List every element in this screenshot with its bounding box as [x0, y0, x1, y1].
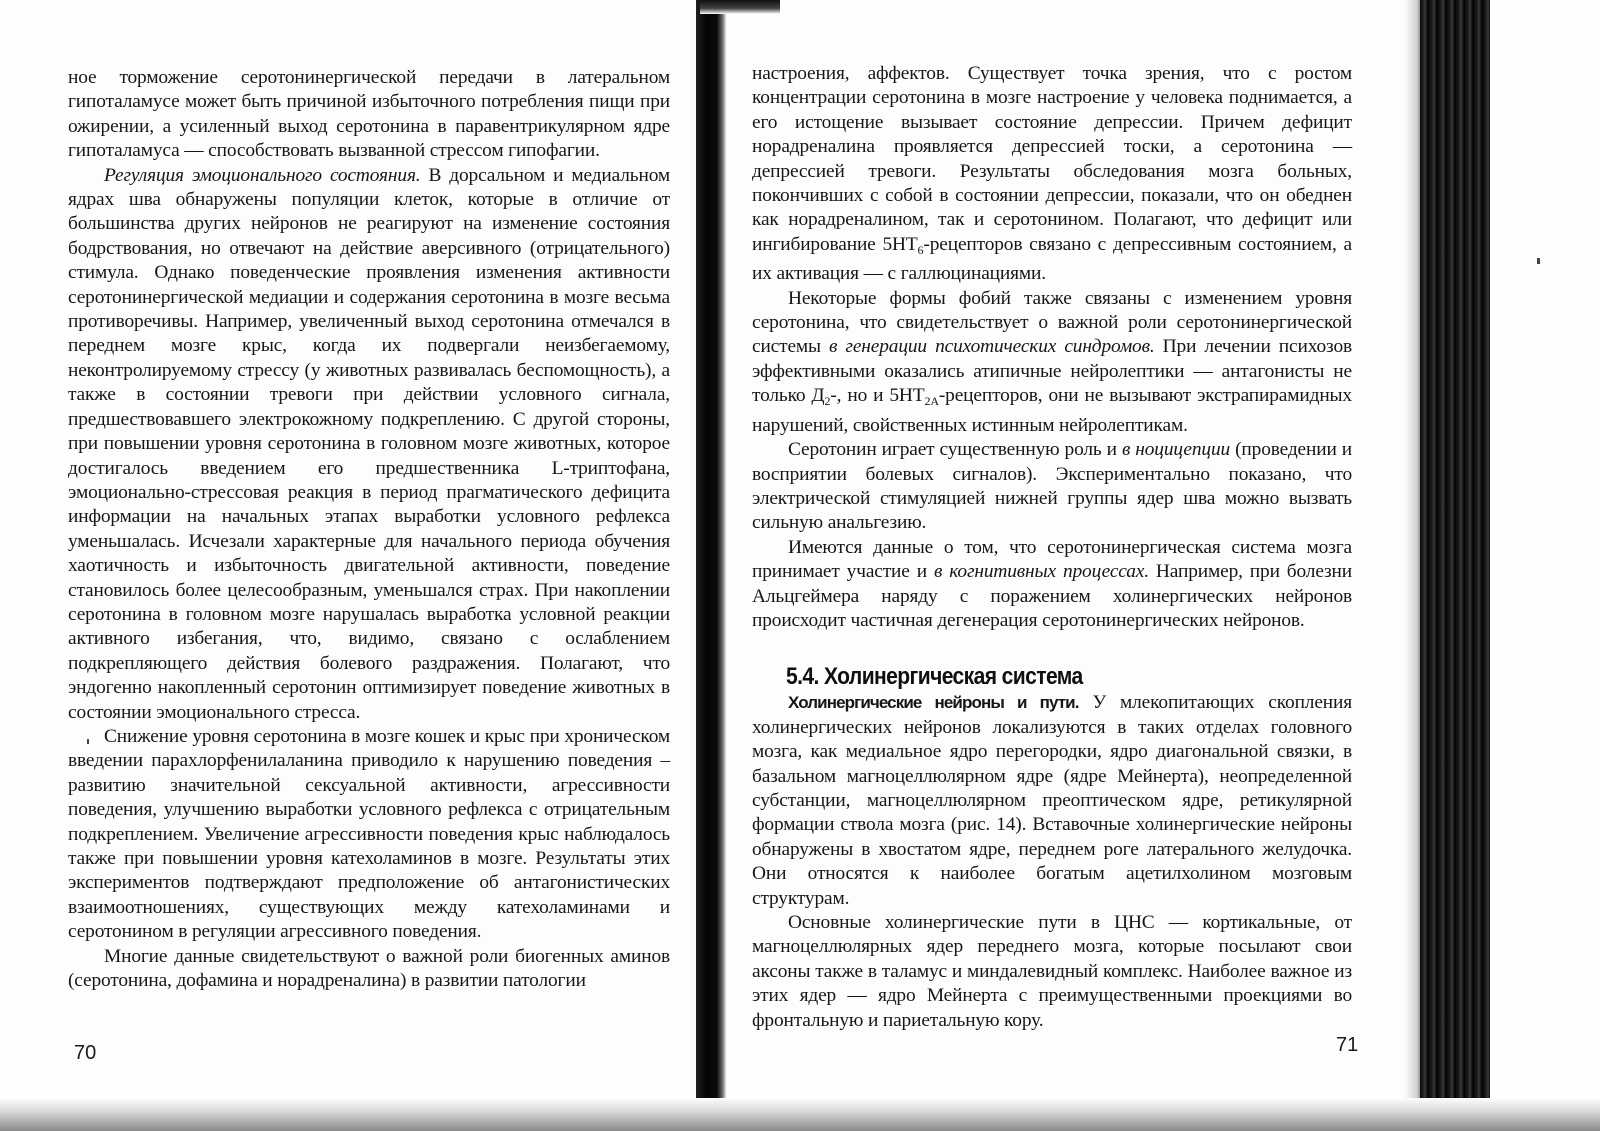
right-paragraph-1-text-b: -рецепторов связано с депрессивным состоянием, а их активация — с галлюцинациями. [752, 233, 1352, 285]
right-paragraph-2-text-d: -рецепторов, они не вызывают экстрапирамидных нарушений, свойственных истинным нейролептикам. [752, 385, 1352, 436]
right-page-number: 71 [1336, 1034, 1359, 1056]
right-paragraph-3-italic: в ноцицепции [1121, 439, 1231, 461]
left-paragraph-3: Снижение уровня серотонина в мозге кошек и крыс при хроническом введении парахлорфенилаланина приводило к нарушению поведения – развитию значительной сексуальной активности, агрессивности поведения, улучшению выработки условного рефлекса с отрицательным подкреплением. Увеличение агрессивности поведения крыс наблюдалось также при повышении уровня катехоламинов в мозге. Результаты этих экспериментов подтверждают предположение об антагонистических взаимоотношениях, существующих между катехоламинами и серотонином в регуляции агрессивного поведения. [68, 725, 670, 943]
right-paragraph-5-text: У млекопитающих скопления холинергических нейронов локализуются в таких отделах головного мозга, как медиальное ядро перегородки, ядро диагональной связки, в базальном магноцеллюлярном ядре (ядре Мейнерта), неопределенной субстанции, магноцеллюлярном преоптическом ядре, ретикулярной формации ствола мозга (рис. 14). Вставочные холинергические нейроны обнаружены в хвостатом ядре, переднем роге латерального желудочка. Они относятся к наиболее богатым ацетилхолином мозговым структурам. [752, 692, 1352, 909]
right-paragraph-2-text-c: -, но и 5HT [830, 385, 925, 407]
gutter-shadow-top [700, 0, 780, 14]
right-paragraph-4-text-a: Имеются данные о том, что серотонинергическая система мозга принимает участие и [752, 536, 1352, 583]
left-paragraph-2-text: В дорсальном и медиальном ядрах шва обнаружены популяции клеток, которые в отличие от большинства других нейронов не реагируют на изменение состояния бодрствования, но отвечают на действие аверсивного (отрицательного) стимула. Однако поведенческие проявления изменения активности серотонинергической медиации и содержания серотонина в мозге весьма противоречивы. Например, увеличенный выход серотонина отмечался в переднем мозге крыс, когда их подвергали неизбегаемому, неконтролируемому стрессу (у животных развивалась беспомощность), а также в состоянии тревоги при действии условного сигнала, предшествовавшего электрокожному подкреплению. С другой стороны, при повышении уровня серотонина в головном мозге животных, которое достигалось введением его предшественника L-триптофана, эмоционально-стрессовая реакция в период прагматического дефицита информации на начальных этапах выработки условного рефлекса уменьшалась. Исчезали характерные для начального периода обучения хаотичность и избыточность двигательной активности, поведение становилось более целесообразным, уменьшался страх. При накоплении серотонина в головном мозге нарушалась выработка условной реакции активного избегания, что, видимо, связано с ослаблением подкрепляющего действия болевого раздражения. Полагают, что эндогенно накопленный серотонин оптимизирует поведение животных в состоянии эмоционального стресса. [68, 164, 670, 723]
right-paragraph-3-text-b: (проведении и восприятии болевых сигналов). Экспериментально показано, что электрической стимуляцией нижней группы ядер шва можно вызвать сильную анальгезию. [752, 439, 1352, 534]
right-paragraph-2-italic: в генерации психотических синдромов. [829, 336, 1155, 358]
right-paragraph-4 [752, 536, 1352, 634]
right-paragraph-4-text-b: Например, при болезни Альцгеймера наряду с поражением холинергических нейронов происходит частичная дегенерация серотонинергических нейронов. [752, 561, 1352, 631]
page-stack-edge [1420, 0, 1490, 1131]
book-gutter [696, 0, 726, 1131]
right-paragraph-2-text-b: При лечении психозов эффективными оказались атипичные нейролептики — антагонисты не только Д [752, 336, 1352, 407]
left-paragraph-1: ное торможение серотонинергической передачи в латеральном гипоталамусе может быть причиной избыточного потребления пищи при ожирении, а усиленный выход серотонина в паравентрикулярном ядре гипоталамуса — способствовать вызванной стрессом гипофагии. [68, 67, 670, 162]
left-page [68, 66, 670, 993]
bottom-edge-shadow [0, 1098, 1600, 1131]
right-paragraph-4-italic: в когнитивных процессах. [933, 561, 1149, 583]
left-paragraph-2-lead: Регуляция эмоционального состояния. [104, 164, 421, 186]
scan-speck [1537, 258, 1540, 264]
right-paragraph-2-text-a: Некоторые формы фобий также связаны с изменением уровня серотонина, что свидетельствует о важной роли серотонинергической системы [752, 287, 1352, 358]
right-paragraph-5-runin-head: Холинергические нейроны и пути. [788, 693, 1079, 713]
right-paragraph-2 [752, 287, 1352, 438]
scan-speck [87, 739, 89, 744]
right-paragraph-3-text-a: Серотонин играет существенную роль и [788, 439, 1122, 461]
right-page [752, 62, 1352, 1033]
right-paragraph-1 [752, 62, 1352, 287]
right-paragraph-6: Основные холинергические пути в ЦНС — кортикальные, от магноцеллюлярных ядер переднего мозга, которые посылают свои аксоны также в таламус и миндалевидный комплекс. Наиболее важное из этих ядер — ядро Мейнерта с преимущественными проекциями во фронтальную и париетальную кору. [752, 912, 1352, 1031]
right-paragraph-5 [752, 691, 1352, 911]
right-paragraph-2-subscript-1: 2 [824, 394, 831, 409]
left-page-number: 70 [74, 1042, 97, 1064]
right-paragraph-1-subscript: 6 [917, 242, 924, 257]
right-paragraph-3 [752, 438, 1352, 536]
left-paragraph-2 [68, 164, 670, 725]
left-paragraph-4: Многие данные свидетельствуют о важной роли биогенных аминов (серотонина, дофамина и норадреналина) в развитии патологии [68, 945, 670, 992]
right-paragraph-1-text-a: настроения, аффектов. Существует точка зрения, что с ростом концентрации серотонина в мозге настроение у человека поднимается, а его истощение вызывает состояние депрессии. Причем дефицит норадреналина проявляется депрессией тоски, а серотонина — депрессией тревоги. Результаты обследования мозга больных, покончивших с собой в состоянии депрессии, показали, что он обеднен как норадреналином, так и серотонином. Полагают, что дефицит или ингибирование 5HT [752, 63, 1352, 255]
section-heading: 5.4. Холинергическая система [786, 663, 1083, 691]
right-paragraph-2-subscript-2: 2A [924, 394, 939, 409]
